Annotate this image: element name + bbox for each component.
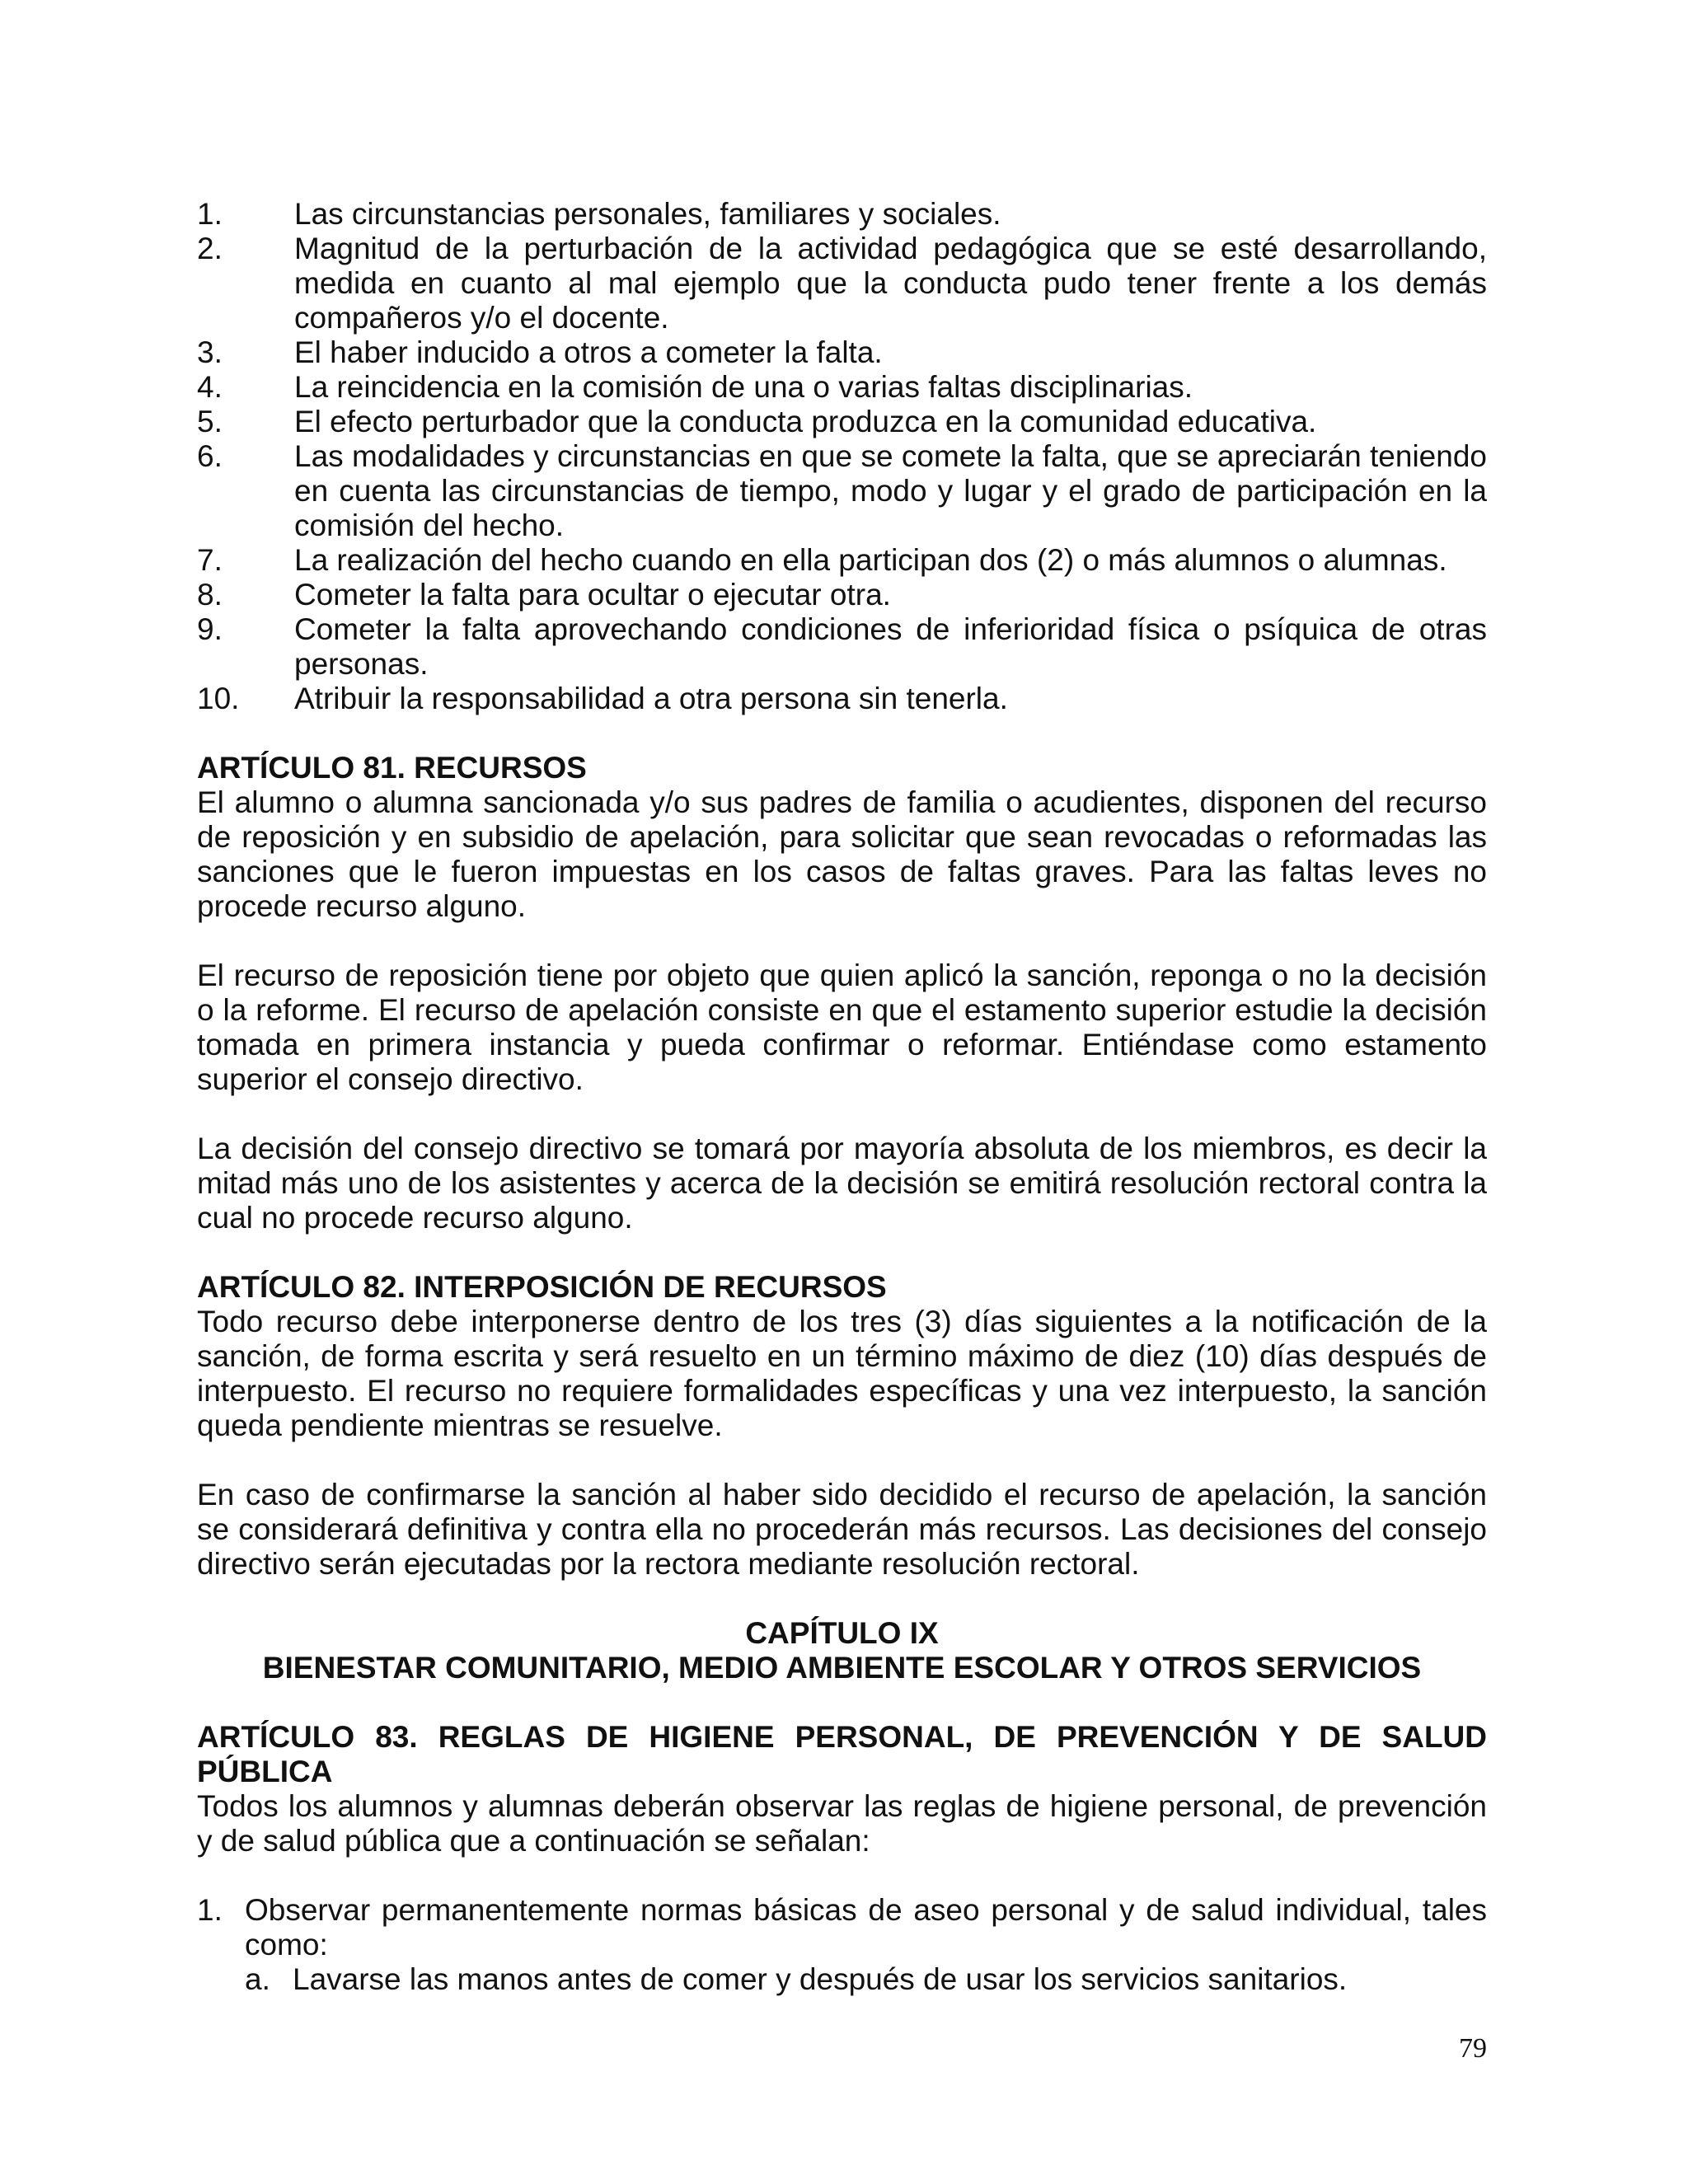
list-item-text: Observar permanentemente normas básicas de aseo personal y de salud individual, tales como:	[245, 1893, 1487, 1961]
spacer	[197, 1858, 1487, 1893]
list-item-text: El efecto perturbador que la conducta produzca en la comunidad educativa.	[294, 405, 1317, 438]
article-81-paragraph-2: El recurso de reposición tiene por objeto que quien aplicó la sanción, reponga o no la decisión o la reforme. El recurso de apelación consiste en que el estamento superior estudie la decisión tomada en primera instancia y pueda confirmar o reformar. Entiéndase como estamento superior el consejo directivo.	[197, 958, 1487, 1096]
list-item	[197, 578, 1487, 612]
list-item-number: 1.	[197, 1893, 223, 1927]
spacer	[197, 1685, 1487, 1720]
list-item	[197, 232, 1487, 335]
chapter-title: CAPÍTULO IX	[745, 1616, 939, 1650]
spacer	[197, 1097, 1487, 1132]
list-item	[197, 612, 1487, 682]
list-item-text: Las circunstancias personales, familiares y sociales.	[294, 197, 1001, 231]
article-81-paragraph-3: La decisión del consejo directivo se tomará por mayoría absoluta de los miembros, es decir la mitad más uno de los asistentes y acerca de la decisión se emitirá resolución rectoral contra la cual no procede recurso alguno.	[197, 1132, 1487, 1235]
article-83-heading: ARTÍCULO 83. REGLAS DE HIGIENE PERSONAL, DE PREVENCIÓN Y DE SALUD PÚBLICA	[197, 1720, 1487, 1788]
list-item-text: El haber inducido a otros a cometer la falta.	[294, 335, 883, 369]
list-item	[197, 197, 1487, 232]
list-item-number: 10.	[197, 682, 240, 715]
spacer	[197, 1582, 1487, 1616]
sub-list-item-text: Lavarse las manos antes de comer y después de usar los servicios sanitarios.	[293, 1962, 1348, 1996]
chapter-subtitle: BIENESTAR COMUNITARIO, MEDIO AMBIENTE ESCOLAR Y OTROS SERVICIOS	[262, 1651, 1422, 1685]
list-item	[197, 682, 1487, 716]
list-item-number: 4.	[197, 370, 223, 404]
list-item	[197, 370, 1487, 405]
list-item-number: 9.	[197, 612, 223, 646]
hygiene-list	[197, 1893, 1487, 1997]
article-82-heading: ARTÍCULO 82. INTERPOSICIÓN DE RECURSOS	[197, 1270, 887, 1304]
list-item-text: Magnitud de la perturbación de la actividad pedagógica que se esté desarrollando, medida en cuanto al mal ejemplo que la conducta pudo tener frente a los demás compañeros y/o el docente.	[294, 232, 1487, 335]
list-item-number: 7.	[197, 543, 223, 577]
list-item	[197, 439, 1487, 543]
list-item	[197, 335, 1487, 370]
spacer	[197, 924, 1487, 958]
sub-list-item	[245, 1962, 1487, 1997]
list-item	[197, 405, 1487, 439]
list-item-text: Cometer la falta para ocultar o ejecutar otra.	[294, 578, 891, 612]
article-81-paragraph-1: El alumno o alumna sancionada y/o sus padres de familia o acudientes, disponen del recurso de reposición y en subsidio de apelación, para solicitar que sean revocadas o reformadas las sanciones que le fueron impuestas en los casos de faltas graves. Para las faltas leves no procede recurso alguno.	[197, 785, 1487, 923]
list-item-number: 6.	[197, 439, 223, 473]
list-item-number: 5.	[197, 405, 223, 438]
list-item-number: 3.	[197, 335, 223, 369]
list-item-text: La realización del hecho cuando en ella participan dos (2) o más alumnos o alumnas.	[294, 543, 1447, 577]
spacer	[197, 1443, 1487, 1478]
list-item-number: 8.	[197, 578, 223, 612]
list-item-text: La reincidencia en la comisión de una o varias faltas disciplinarias.	[294, 370, 1193, 404]
list-item	[197, 543, 1487, 578]
list-item	[197, 1893, 1487, 1962]
spacer	[197, 716, 1487, 751]
list-item-text: Atribuir la responsabilidad a otra persona sin tenerla.	[294, 682, 1008, 715]
page-number: 79	[1459, 2033, 1487, 2064]
article-83-paragraph-1: Todos los alumnos y alumnas deberán observar las reglas de higiene personal, de prevención y de salud pública que a continuación se señalan:	[197, 1789, 1487, 1858]
article-82-paragraph-1: Todo recurso debe interponerse dentro de los tres (3) días siguientes a la notificación de la sanción, de forma escrita y será resuelto en un término máximo de diez (10) días después de interpuesto. El recurso no requiere formalidades específicas y una vez interpuesto, la sanción queda pendiente mientras se resuelve.	[197, 1305, 1487, 1442]
list-item-number: 2.	[197, 232, 223, 265]
article-82-paragraph-2: En caso de confirmarse la sanción al haber sido decidido el recurso de apelación, la sanción se considerará definitiva y contra ella no procederán más recursos. Las decisiones del consejo directivo serán ejecutadas por la rectora mediante resolución rectoral.	[197, 1478, 1487, 1581]
spacer	[197, 1235, 1487, 1270]
list-item-text: Las modalidades y circunstancias en que se comete la falta, que se apreciarán teniendo en cuenta las circunstancias de tiempo, modo y lugar y el grado de participación en la comisión del hecho.	[294, 439, 1487, 542]
factors-list	[197, 197, 1487, 1997]
article-81-heading: ARTÍCULO 81. RECURSOS	[197, 751, 587, 785]
list-item-text: Cometer la falta aprovechando condiciones de inferioridad física o psíquica de otras personas.	[294, 612, 1487, 681]
list-item-number: 1.	[197, 197, 223, 231]
sub-list-item-letter: a.	[245, 1962, 270, 1996]
